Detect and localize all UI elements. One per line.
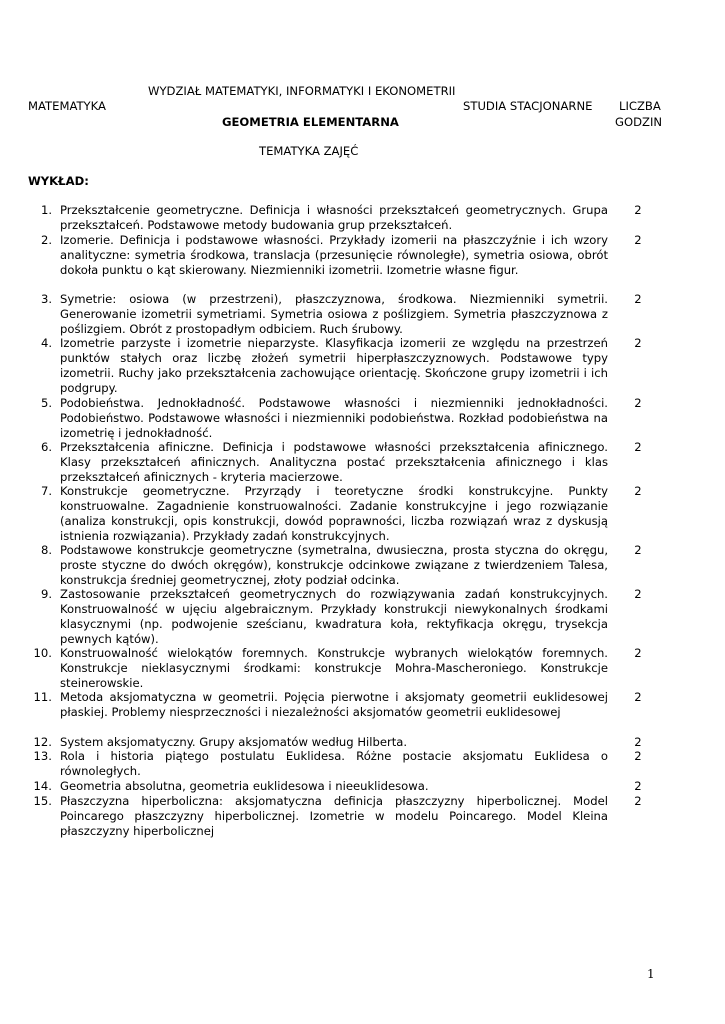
item-hours: 2	[634, 794, 642, 808]
item-hours: 2	[634, 587, 642, 601]
item-hours: 2	[634, 543, 642, 557]
item-hours: 2	[634, 440, 642, 454]
item-text: Rola i historia piątego postulatu Euklidesa. Różne postacie aksjomatu Euklidesa o równoległych.	[60, 749, 608, 778]
item-text: Przekształcenia afiniczne. Definicja i podstawowe własności przekształcenia afinicznego. Klasy przekształceń afinicznych. Analityczna postać przekształcenia afinicznego i klas przekształceń afinicznych - kryteria macierzowe.	[60, 440, 608, 484]
item-number: 4.	[40, 336, 52, 350]
item-number: 15.	[33, 794, 52, 808]
item-number: 3.	[40, 292, 52, 306]
item-text: Podstawowe konstrukcje geometryczne (symetralna, dwusieczna, prosta styczna do okręgu, proste styczne do dwóch okręgów), konstrukcje odcinkowe związane z twierdzeniem Talesa, konstrukcja średniej geometrycznej, złoty podział odcinka.	[60, 543, 608, 587]
item-hours: 2	[634, 749, 642, 763]
item-text: Zastosowanie przekształceń geometrycznych do rozwiązywania zadań konstrukcyjnych. Konstruowalność w ujęciu algebraicznym. Przykłady konstrukcji niewykonalnych środkami klasycznymi (np. podwojenie sześcianu, kwadratura koła, rektyfikacja okręgu, trysekcja pewnych kątów).	[60, 587, 608, 646]
item-hours: 2	[634, 292, 642, 306]
hours-header-line1: LICZBA	[619, 99, 661, 113]
item-text: Płaszczyzna hiperboliczna: aksjomatyczna definicja płaszczyzny hiperbolicznej. Model Poincarego płaszczyzny hiperbolicznej. Izometrie w modelu Poincarego. Model Kleina płaszczyzny hiperbolicznej	[60, 794, 608, 838]
item-hours: 2	[634, 690, 642, 704]
item-number: 8.	[40, 543, 52, 557]
course-title: GEOMETRIA ELEMENTARNA	[222, 115, 399, 129]
item-number: 13.	[33, 749, 52, 763]
item-number: 11.	[33, 690, 52, 704]
item-number: 12.	[33, 735, 52, 749]
item-text: Konstruowalność wielokątów foremnych. Konstrukcje wybranych wielokątów foremnych. Konstrukcje nieklasycznymi środkami: konstrukcje Mohra-Mascheroniego. Konstrukcje steinerowskie.	[60, 646, 608, 690]
item-text: Izomerie. Definicja i podstawowe własności. Przykłady izomerii na płaszczyźnie i ich wzory analityczne: symetria środkowa, translacja (przesunięcie równoległe), symetria osiowa, obrót dokoła punktu o kąt skierowany. Niezmienniki izometrii. Izometrie własne figur.	[60, 233, 608, 277]
item-number: 7.	[40, 484, 52, 498]
item-text: Metoda aksjomatyczna w geometrii. Pojęcia pierwotne i aksjomaty geometrii euklidesowej płaskiej. Problemy niesprzeczności i niezależności aksjomatów geometrii euklidesowej	[60, 690, 608, 719]
item-number: 10.	[33, 646, 52, 660]
item-hours: 2	[634, 484, 642, 498]
item-text: Konstrukcje geometryczne. Przyrządy i teoretyczne środki konstrukcyjne. Punkty konstruowalne. Zagadnienie konstruowalności. Zadanie konstrukcyjne i jego rozwiązanie (analiza konstrukcji, opis konstrukcji, dowód poprawności, liczba rozwiązań wraz z dyskusją istnienia rozwiązania). Przykłady zadań konstrukcyjnych.	[60, 484, 608, 543]
item-hours: 2	[634, 336, 642, 350]
item-text: Przekształcenie geometryczne. Definicja i własności przekształceń geometrycznych. Grupa przekształceń. Podstawowe metody budowania grup przekształceń.	[60, 203, 608, 232]
item-hours: 2	[634, 396, 642, 410]
faculty-title: WYDZIAŁ MATEMATYKI, INFORMATYKI I EKONOMETRII	[148, 84, 456, 98]
study-mode-label: STUDIA STACJONARNE	[463, 99, 593, 113]
item-number: 1.	[40, 203, 52, 217]
item-text: Izometrie parzyste i izometrie nieparzyste. Klasyfikacja izomerii ze względu na przestrzeń punktów stałych oraz liczbę złożeń symetrii hiperpłaszczyznowych. Podstawowe typy izometrii. Ruchy jako przekształcenia zachowujące orientację. Skończone grupy izometrii i ich podgrupy.	[60, 336, 608, 395]
item-hours: 2	[634, 233, 642, 247]
item-number: 6.	[40, 440, 52, 454]
item-hours: 2	[634, 203, 642, 217]
item-hours: 2	[634, 646, 642, 660]
page-number: 1	[647, 967, 655, 981]
item-text: Podobieństwa. Jednokładność. Podstawowe własności i niezmienniki jednokładności. Podobieństwo. Podstawowe własności i niezmienniki podobieństwa. Rozkład podobieństwa na izometrię i jednokładność.	[60, 396, 608, 440]
item-number: 14.	[33, 779, 52, 793]
topics-title: TEMATYKA ZAJĘĆ	[259, 144, 359, 158]
section-heading: WYKŁAD:	[28, 174, 89, 188]
item-text: Symetrie: osiowa (w przestrzeni), płaszczyznowa, środkowa. Niezmienniki symetrii. Generowanie izometrii symetriami. Symetria osiowa z poślizgiem. Symetria płaszczyznowa z poślizgiem. Obrót z prostopadłym odbiciem. Ruch śrubowy.	[60, 292, 608, 336]
item-text: Geometria absolutna, geometria euklidesowa i nieeuklidesowa.	[60, 779, 429, 793]
item-hours: 2	[634, 735, 642, 749]
item-text: System aksjomatyczny. Grupy aksjomatów według Hilberta.	[60, 735, 408, 749]
item-number: 9.	[40, 587, 52, 601]
field-label: MATEMATYKA	[28, 99, 106, 113]
item-number: 5.	[40, 396, 52, 410]
hours-header-line2: GODZIN	[615, 115, 663, 129]
item-hours: 2	[634, 779, 642, 793]
item-number: 2.	[40, 233, 52, 247]
